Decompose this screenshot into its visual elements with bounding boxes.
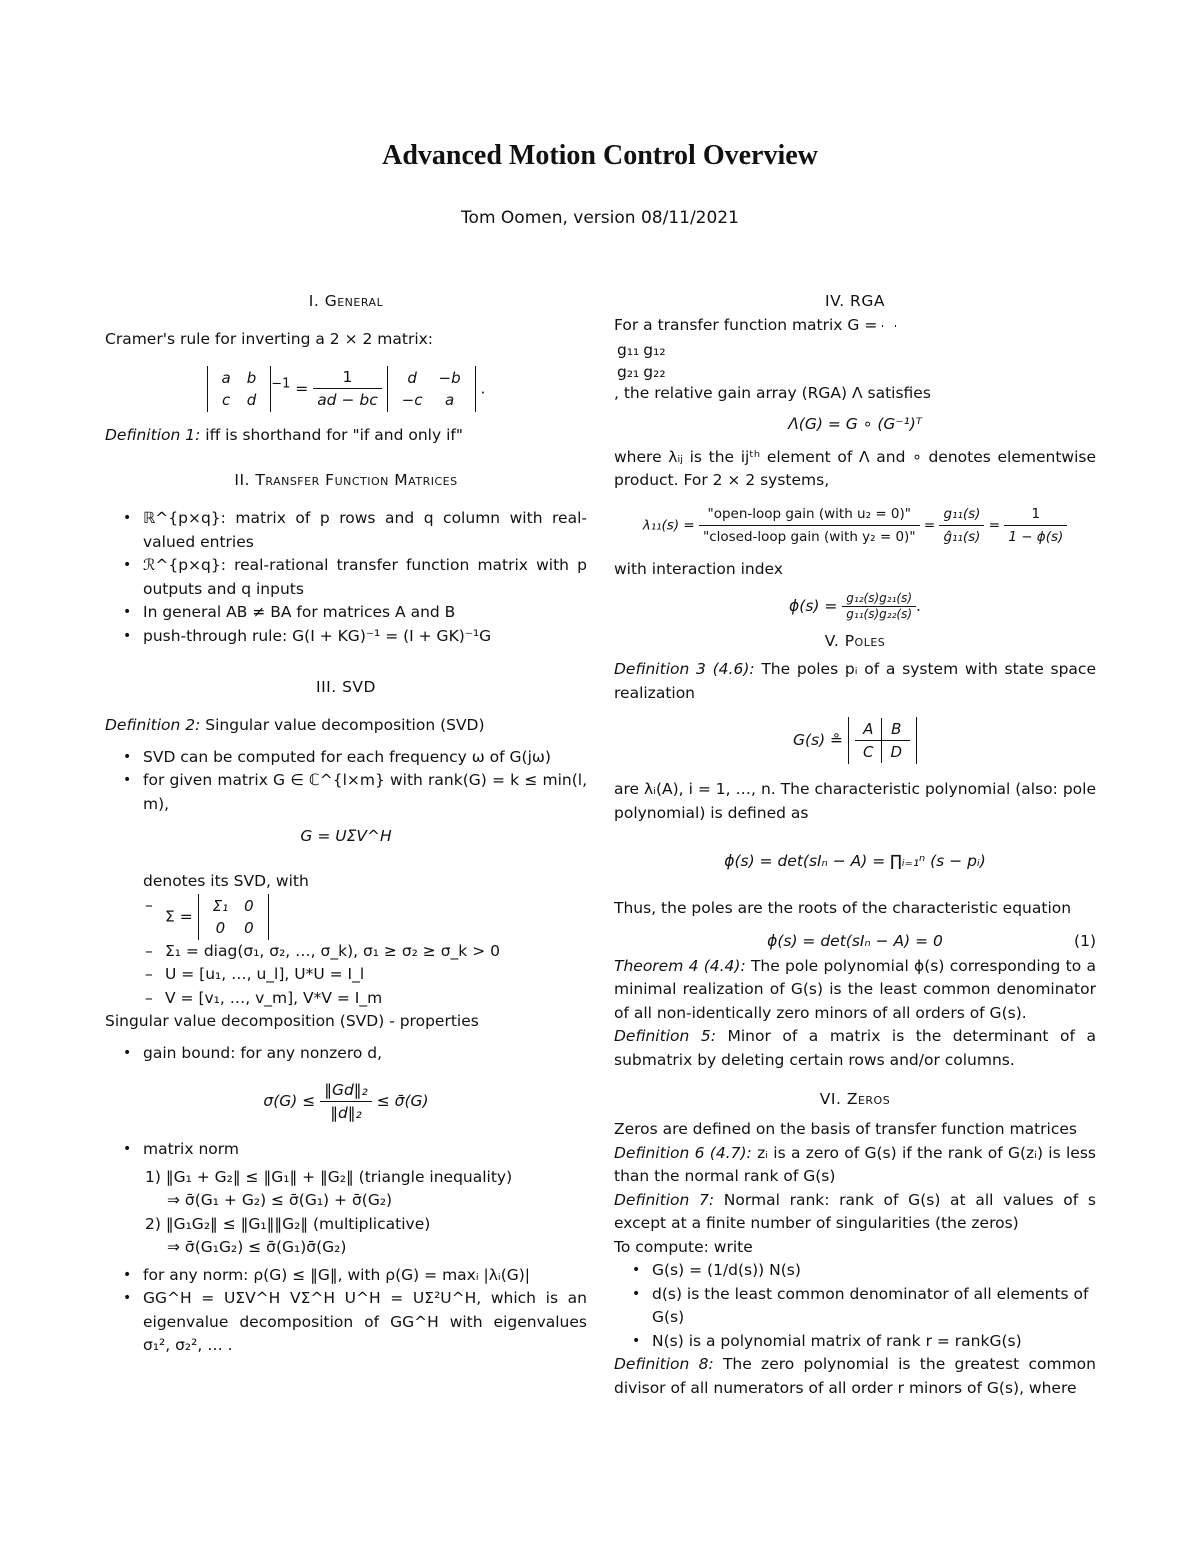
svd-properties: Singular value decomposition (SVD) - properties bbox=[105, 1012, 479, 1030]
cramer-text: Cramer's rule for inverting a 2 × 2 matrix: bbox=[105, 330, 434, 348]
section-svd-heading: III. SVD bbox=[316, 678, 376, 696]
section-tfm-heading: II. Transfer Function Matrices bbox=[234, 471, 458, 489]
section-general-heading: I. General bbox=[308, 292, 384, 310]
norm-line: 2) ‖G₁G₂‖ ≤ ‖G₁‖‖G₂‖ (multiplicative) bbox=[145, 1214, 431, 1233]
equation-number: (1) bbox=[1074, 931, 1096, 950]
section-poles-heading: V. Poles bbox=[824, 632, 886, 650]
cramer-equals: = bbox=[295, 379, 309, 397]
definition-5: Definition 5: Minor of a matrix is the determinant of a submatrix by deleting certain rows and/or columns. bbox=[614, 1027, 1096, 1069]
thus-text: Thus, the poles are the roots of the characteristic equation bbox=[614, 899, 1072, 917]
svd-sublist bbox=[105, 894, 587, 1011]
compute-text: To compute: write bbox=[614, 1237, 753, 1256]
svd-denotes: denotes its SVD, with bbox=[143, 872, 309, 890]
list-item: • for any norm: ρ(G) ≤ ‖G‖, with ρ(G) = maxᵢ |λᵢ(G)| bbox=[105, 1264, 587, 1288]
list-item: • GG^H = UΣV^H VΣ^H U^H = UΣ²U^H, which is an eigenvalue decomposition of GG^H with eigenvalues σ₁², σ₂², … . bbox=[105, 1287, 587, 1358]
list-item: • gain bound: for any nonzero d, bbox=[105, 1042, 587, 1066]
list-item: • d(s) is the least common denominator of all elements of G(s) bbox=[614, 1283, 1096, 1330]
list-item: – Σ₁ = diag(σ₁, σ₂, …, σ_k), σ₁ ≥ σ₂ ≥ σ_k > 0 bbox=[105, 940, 587, 964]
matrix-inverse: d −b −c a bbox=[387, 366, 476, 412]
list-item: – U = [u₁, …, u_l], U*U = I_l bbox=[105, 963, 587, 987]
poles-text: are λᵢ(A), i = 1, …, n. The characteristic polynomial (also: pole polynomial) is defined as bbox=[614, 780, 1096, 822]
zeros-intro: Zeros are defined on the basis of transfer function matrices bbox=[614, 1120, 1077, 1138]
svd-list bbox=[105, 746, 587, 817]
matrix-abcd: a b c d bbox=[207, 366, 272, 412]
lambda11-equation: λ₁₁(s) = $\frac{\text{"open-loop gain (with u₂ = 0)"}}{\text{"closed-loop gain (with y₂ = 0)"}}$ = $\frac{\text{g₁₁(s)}}{\text{ĝ₁₁(s)}}$ = $\frac{1}{1 - \phi(s)}$ bbox=[614, 503, 1096, 548]
list-item: • SVD can be computed for each frequency ω of G(jω) bbox=[105, 746, 587, 770]
gain-equation: σ(G) ≤ $\frac{\text{‖Gd‖₂}}{\text{‖d‖₂}}$ ≤ σ̄(G) bbox=[263, 1081, 429, 1122]
rga-intro: For a transfer function matrix G = bbox=[614, 314, 1096, 338]
gain-list bbox=[105, 1042, 587, 1066]
definition-8: Definition 8: The zero polynomial is the greatest common divisor of all numerators of all order r minors of G(s), where bbox=[614, 1355, 1096, 1397]
sigma-matrix: Σ₁ 0 0 0 bbox=[198, 894, 269, 940]
definition-3: Definition 3 (4.6): The poles pᵢ of a system with state space realization bbox=[614, 660, 1096, 702]
section-zeros-heading: VI. Zeros bbox=[819, 1090, 891, 1108]
state-space-matrix: A B C D bbox=[848, 717, 917, 764]
state-space-equation: G(s) ≗ A B C D bbox=[614, 717, 1096, 764]
rga-where: where λᵢⱼ is the ijᵗʰ element of Λ and ∘ denotes elementwise product. For 2 × 2 systems, bbox=[614, 447, 1096, 489]
author-line: Tom Oomen, version 08/11/2021 bbox=[461, 208, 739, 228]
phi-equation: ϕ(s) = $\frac{\text{g₁₂(s)g₂₁(s)}}{\text{g₁₁(s)g₂₂(s)}}$ . bbox=[789, 591, 921, 621]
list-item: • In general AB ≠ BA for matrices A and B bbox=[105, 601, 587, 625]
left-column bbox=[105, 292, 587, 1362]
list-item: – Σ = Σ₁ 0 0 0 bbox=[105, 894, 587, 940]
cramer-fraction: $\frac{1}{ad - bc}$ bbox=[313, 366, 382, 411]
zero-list bbox=[614, 1259, 1096, 1353]
definition-6: Definition 6 (4.7): zᵢ is a zero of G(s) if the rank of G(zᵢ) is less than the normal rank of G(s) bbox=[614, 1143, 1096, 1185]
norm-line: ⇒ σ̄(G₁G₂) ≤ σ̄(G₁)σ̄(G₂) bbox=[167, 1238, 347, 1256]
interaction-text: with interaction index bbox=[614, 559, 783, 578]
characteristic-polynomial: ϕ(s) = det(sIₙ − A) = ∏ᵢ₌₁ⁿ (s − pᵢ) bbox=[724, 852, 986, 870]
cramer-equation: a b c d $^{-1}$ = $\frac{1}{ad - bc}$ d −b −c a . bbox=[105, 366, 587, 412]
list-item: • push-through rule: G(I + KG)⁻¹ = (I + GK)⁻¹G bbox=[105, 625, 587, 649]
list-item: • N(s) is a polynomial matrix of rank r = rankG(s) bbox=[614, 1330, 1096, 1354]
norm-list bbox=[105, 1138, 587, 1162]
final-list bbox=[105, 1264, 587, 1358]
theorem-4: Theorem 4 (4.4): The pole polynomial ϕ(s) corresponding to a minimal realization of G(s) is the least common denominator of all non-identically zero minors of all orders of G(s). bbox=[614, 956, 1096, 1022]
paper-title: Advanced Motion Control Overview bbox=[382, 140, 818, 171]
list-item: • ℛ^{p×q}: real-rational transfer function matrix with p outputs and q inputs bbox=[105, 554, 587, 601]
tfm-list bbox=[105, 507, 587, 648]
svd-equation: G = UΣV^H bbox=[300, 827, 392, 845]
section-rga-heading: IV. RGA bbox=[825, 292, 885, 310]
list-item: • for given matrix G ∈ ℂ^{l×m} with rank(G) = k ≤ min(l, m), bbox=[105, 769, 587, 816]
definition-1: Definition 1: iff is shorthand for "if and only if" bbox=[105, 425, 463, 444]
list-item: • matrix norm bbox=[105, 1138, 587, 1162]
definition-2: Definition 2: Singular value decomposition (SVD) bbox=[105, 716, 485, 734]
g-matrix bbox=[882, 325, 896, 327]
definition-7: Definition 7: Normal rank: rank of G(s) at all values of s except at a finite number of singularities (the zeros) bbox=[614, 1190, 1096, 1232]
norm-line: ⇒ σ̄(G₁ + G₂) ≤ σ̄(G₁) + σ̄(G₂) bbox=[167, 1191, 393, 1209]
right-column: IV. RGA For a transfer function matrix G = g₁₁ g₁₂ g₂₁ g₂₂ , the relative gain array (RGA) Λ satisfies Λ(G) = G ∘ (G⁻¹)ᵀ where λᵢⱼ is the ijᵗʰ element of Λ and ∘ denotes elementwise product. For 2 × 2 systems, λ₁₁(s) = $\frac{\text{"open-loop gain (with u₂ = 0)"}}{\text{"closed-loop gain (with y₂ = 0)"}}$ = $\frac{\text{g₁₁(s)}}{\text{ĝ₁₁(s)}}$ = $\frac{1}{1 - \phi(s)}$ with interaction index ϕ(s) = $\frac{\text{g₁₂(s)g₂₁(s)}}{\text{g₁₁(s)g₂₂(s)}}$ . V. Poles Definition 3 (4.6): The poles pᵢ of a system with state space realization G(s) ≗ A B C D are λᵢ(A), i = 1, …, n. The characteristic polynomial (also: pole polynomial) is defined as ϕ(s) = det(sIₙ − A) = ∏ᵢ₌₁ⁿ (s − pᵢ) Thus, the poles are the roots of the characteristic equation ϕ(s) = det(sIₙ − A) = 0 (1) Theorem 4 (4.4): The pole polynomial ϕ(s) corresponding to a minimal realization of G(s) is the least common denominator of all non-identically zero minors of all orders of G(s). Definition 5: Minor of a matrix is the determinant of a submatrix by deleting certain rows and/or columns. VI. Zeros Zeros are defined on the basis of transfer function matrices Definition 6 (4.7): zᵢ is a zero of G(s) if the rank of G(zᵢ) is less than the normal rank of G(s) Definition 7: Normal rank: rank of G(s) at all values of s except at a finite number of singularities (the zeros) To compute: write • G(s) = (1/d(s)) N(s) • d(s) is the least common denominator of all elements of G(s) • N(s) is a polynomial matrix of rank r = rankG(s) Definition 8: The zero polynomial is the greatest common divisor of all numerators of all order r minors of G(s), where bbox=[614, 292, 1096, 1400]
characteristic-equation: ϕ(s) = det(sIₙ − A) = 0 (1) bbox=[614, 929, 1096, 953]
list-item: • G(s) = (1/d(s)) N(s) bbox=[614, 1259, 1096, 1283]
list-item: – V = [v₁, …, v_m], V*V = I_m bbox=[105, 987, 587, 1011]
rga-equation: Λ(G) = G ∘ (G⁻¹)ᵀ bbox=[788, 414, 922, 433]
list-item: • ℝ^{p×q}: matrix of p rows and q column with real-valued entries bbox=[105, 507, 587, 554]
norm-line: 1) ‖G₁ + G₂‖ ≤ ‖G₁‖ + ‖G₂‖ (triangle inequality) bbox=[145, 1167, 513, 1186]
